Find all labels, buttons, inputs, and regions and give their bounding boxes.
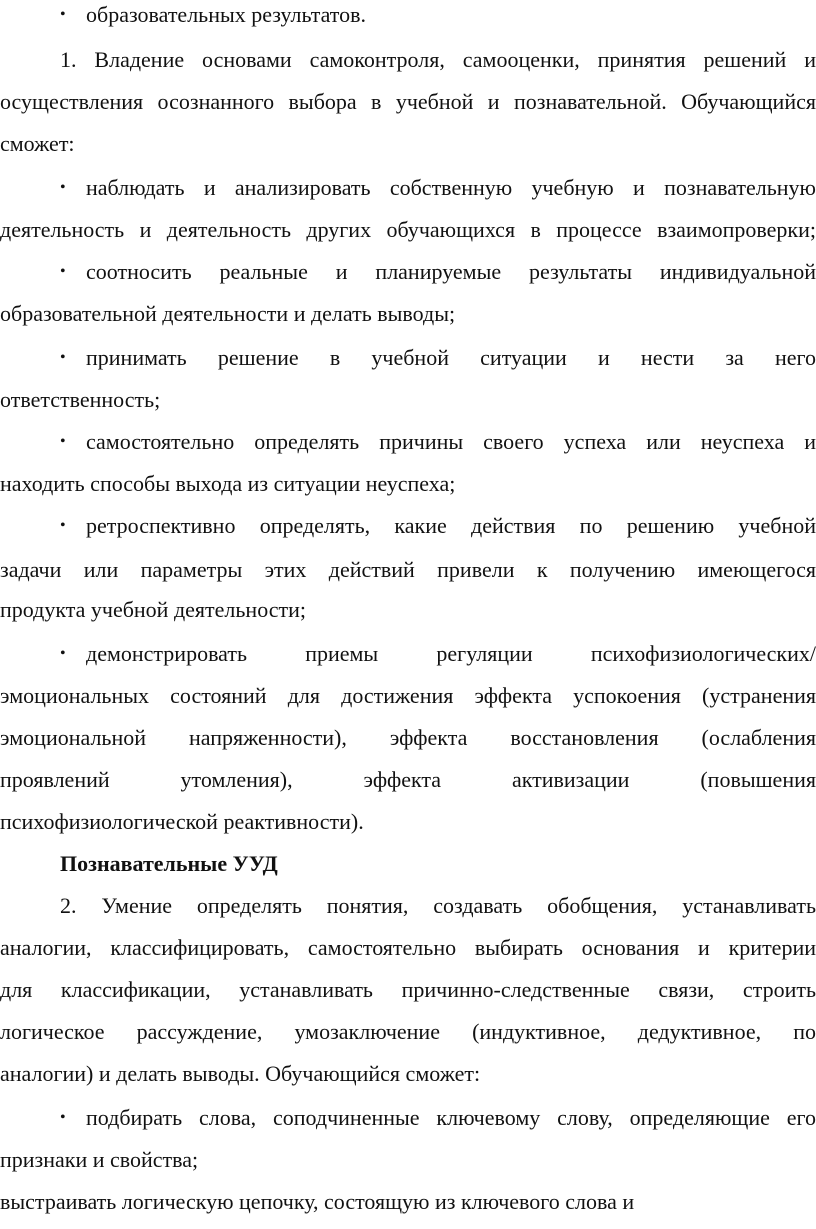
text-line: находить способы выхода из ситуации неуспеха; <box>0 471 456 496</box>
text-line: задачи или параметры этих действий привели к получению имеющегося <box>0 557 816 582</box>
bullet-icon: • <box>60 433 66 450</box>
text-line: эмоциональных состояний для достижения эффекта успокоения (устранения <box>0 683 816 708</box>
text-line: образовательных результатов. <box>86 2 367 27</box>
section-heading: Познавательные УУД <box>60 851 278 876</box>
text-line: продукта учебной деятельности; <box>0 597 307 622</box>
list-item: самостоятельно определять причины своего успеха или неуспеха и <box>86 429 816 454</box>
list-item: наблюдать и анализировать собственную учебную и познавательную <box>86 175 816 200</box>
text-line: логическое рассуждение, умозаключение (индуктивное, дедуктивное, по <box>0 1019 816 1044</box>
list-item: подбирать слова, соподчиненные ключевому слову, определяющие его <box>86 1105 816 1130</box>
bullet-icon: • <box>60 263 66 280</box>
text-line: эмоциональной напряженности), эффекта восстановления (ослабления <box>0 725 816 750</box>
text-line: образовательной деятельности и делать выводы; <box>0 301 456 326</box>
text-line: психофизиологической реактивности). <box>0 809 364 834</box>
list-item: соотносить реальные и планируемые результаты индивидуальной <box>86 259 816 284</box>
text-line: для классификации, устанавливать причинно-следственные связи, строить <box>0 977 816 1002</box>
bullet-icon: • <box>60 6 66 23</box>
text-line: признаки и свойства; <box>0 1147 199 1172</box>
list-item: ретроспективно определять, какие действия по решению учебной <box>86 513 816 538</box>
text-line: осуществления осознанного выбора в учебной и познавательной. Обучающийся <box>0 89 816 114</box>
bullet-icon: • <box>60 645 66 662</box>
text-line: ответственность; <box>0 387 161 412</box>
text-line: аналогии, классифицировать, самостоятельно выбирать основания и критерии <box>0 935 816 960</box>
list-item: принимать решение в учебной ситуации и нести за него <box>86 345 816 370</box>
list-item: демонстрировать приемы регуляции психофизиологических/ <box>86 641 816 666</box>
bullet-icon: • <box>60 517 66 534</box>
text-line: проявлений утомления), эффекта активизации (повышения <box>0 767 816 792</box>
text-line: сможет: <box>0 131 75 156</box>
numbered-item-1: 1. Владение основами самоконтроля, самооценки, принятия решений и <box>60 47 816 72</box>
text-line: деятельность и деятельность других обучающихся в процессе взаимопроверки; <box>0 217 816 242</box>
bullet-icon: • <box>60 349 66 366</box>
text-line: аналогии) и делать выводы. Обучающийся сможет: <box>0 1061 481 1086</box>
text-line: выстраивать логическую цепочку, состоящую из ключевого слова и <box>0 1189 635 1214</box>
bullet-icon: • <box>60 179 66 196</box>
bullet-icon: • <box>60 1109 66 1126</box>
numbered-item-2: 2. Умение определять понятия, создавать обобщения, устанавливать <box>60 893 816 918</box>
